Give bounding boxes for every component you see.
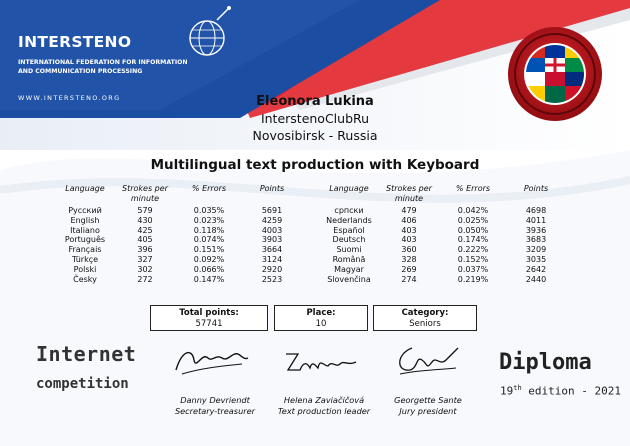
total-points-box: Total points: 57741 <box>150 305 268 331</box>
table-row <box>54 226 300 236</box>
cell-points: 3903 <box>261 235 283 245</box>
signatory-2: Helena Zaviačičová Text production leader <box>277 395 371 416</box>
cell-errors: 0.066% <box>193 264 225 274</box>
table-header: Language Strokes per minute % Errors Points <box>65 184 285 203</box>
cell-language: Slovenčina <box>327 274 371 284</box>
cell-strokes: 274 <box>401 274 417 284</box>
cell-strokes: 405 <box>137 235 153 245</box>
cell-strokes: 327 <box>137 254 153 264</box>
diploma-label: Diploma <box>499 350 592 375</box>
cell-language: Português <box>64 235 106 245</box>
table-row <box>54 245 300 255</box>
participant-name: Eleonora Lukina <box>256 94 374 109</box>
cell-language: Deutsch <box>332 235 366 245</box>
cell-errors: 0.152% <box>457 254 489 264</box>
cell-strokes: 302 <box>137 264 153 274</box>
table-row <box>54 265 300 275</box>
cell-strokes: 579 <box>137 206 153 215</box>
table-row <box>318 275 564 285</box>
cell-points: 4259 <box>261 215 283 225</box>
table-row <box>54 216 300 226</box>
cell-points: 3664 <box>261 245 283 255</box>
place-value: 10 <box>315 319 327 329</box>
competition-label: competition <box>36 376 129 392</box>
cell-language: Suomi <box>336 245 362 255</box>
cell-strokes: 479 <box>401 206 417 215</box>
cell-points: 4011 <box>525 215 547 225</box>
contest-title: Multilingual text production with Keyboard <box>150 157 480 173</box>
table-row <box>54 255 300 265</box>
cell-points: 4003 <box>261 225 283 235</box>
cell-errors: 0.023% <box>193 215 225 225</box>
cell-language: Nederlands <box>326 215 372 225</box>
cell-errors: 0.151% <box>193 245 225 255</box>
cell-points: 2523 <box>261 274 283 284</box>
cell-errors: 0.037% <box>457 264 489 274</box>
table-row <box>54 206 300 216</box>
cell-strokes: 328 <box>401 254 417 264</box>
table-row <box>54 275 300 285</box>
cell-points: 3124 <box>261 254 283 264</box>
cell-language: српски <box>334 206 364 215</box>
cell-language: Česky <box>73 274 97 284</box>
table-row <box>318 235 564 245</box>
org-title: INTERSTENO <box>18 33 132 51</box>
flags-seal-icon <box>505 24 605 124</box>
edition-label: 19th edition - 2021 <box>500 384 622 398</box>
cell-strokes: 269 <box>401 264 417 274</box>
signature-zaviacicova-icon <box>282 340 362 380</box>
cell-errors: 0.092% <box>193 254 225 264</box>
cell-language: Français <box>68 245 102 255</box>
cell-language: Türkçe <box>71 254 99 264</box>
cell-language: Polski <box>73 264 97 274</box>
cell-points: 2440 <box>525 274 547 284</box>
cell-points: 3209 <box>525 245 547 255</box>
cell-errors: 0.147% <box>193 274 225 284</box>
cell-language: Română <box>332 254 366 264</box>
cell-points: 3936 <box>525 225 547 235</box>
cell-errors: 0.074% <box>193 235 225 245</box>
cell-errors: 0.025% <box>457 215 489 225</box>
table-row <box>318 245 564 255</box>
place-box: Place: 10 <box>274 305 368 331</box>
cell-errors: 0.050% <box>457 225 489 235</box>
cell-language: Русский <box>68 206 102 215</box>
cell-points: 4698 <box>525 206 547 215</box>
cell-strokes: 272 <box>137 274 153 284</box>
results-table-right <box>318 184 564 284</box>
cell-language: Español <box>333 225 365 235</box>
table-row <box>318 206 564 216</box>
participant-block <box>160 93 470 144</box>
cell-points: 5691 <box>261 206 283 215</box>
total-points-value: 57741 <box>195 319 223 329</box>
signature-devriendt-icon <box>172 340 252 380</box>
results-table-left <box>54 184 300 284</box>
cell-language: Magyar <box>334 264 364 274</box>
cell-strokes: 403 <box>401 235 417 245</box>
signatory-1: Danny Devriendt Secretary-treasurer <box>174 395 256 416</box>
cell-points: 3683 <box>525 235 547 245</box>
cell-strokes: 406 <box>401 215 417 225</box>
participant-location: Novosibirsk - Russia <box>252 128 378 143</box>
cell-strokes: 403 <box>401 225 417 235</box>
table-row <box>318 265 564 275</box>
table-header: Language Strokes per minute % Errors Points <box>329 184 549 203</box>
category-box: Category: Seniors <box>373 305 477 331</box>
participant-club: InterstenoClubRu <box>260 111 370 126</box>
org-subtitle: INTERNATIONAL FEDERATION FOR INFORMATION AND COMMUNICATION PROCESSING <box>18 59 188 75</box>
table-row <box>318 255 564 265</box>
category-value: Seniors <box>409 319 441 329</box>
signature-sante-icon <box>392 340 462 380</box>
cell-points: 2642 <box>525 264 547 274</box>
cell-strokes: 360 <box>401 245 417 255</box>
cell-errors: 0.174% <box>457 235 489 245</box>
table-row <box>54 235 300 245</box>
cell-errors: 0.219% <box>457 274 489 284</box>
cell-language: English <box>70 215 100 225</box>
cell-points: 2920 <box>261 264 283 274</box>
org-website-link[interactable]: WWW.INTERSTENO.ORG <box>18 94 121 102</box>
cell-language: Italiano <box>70 225 100 235</box>
cell-errors: 0.222% <box>457 245 489 255</box>
cell-strokes: 430 <box>137 215 153 225</box>
cell-errors: 0.035% <box>193 206 225 215</box>
cell-errors: 0.118% <box>193 225 225 235</box>
cell-points: 3035 <box>525 254 547 264</box>
cell-strokes: 396 <box>137 245 153 255</box>
signatory-3: Georgette Sante Jury president <box>394 395 462 416</box>
table-row <box>318 226 564 236</box>
internet-label: Internet <box>36 342 137 366</box>
cell-errors: 0.042% <box>457 206 489 215</box>
cell-strokes: 425 <box>137 225 153 235</box>
table-row <box>318 216 564 226</box>
